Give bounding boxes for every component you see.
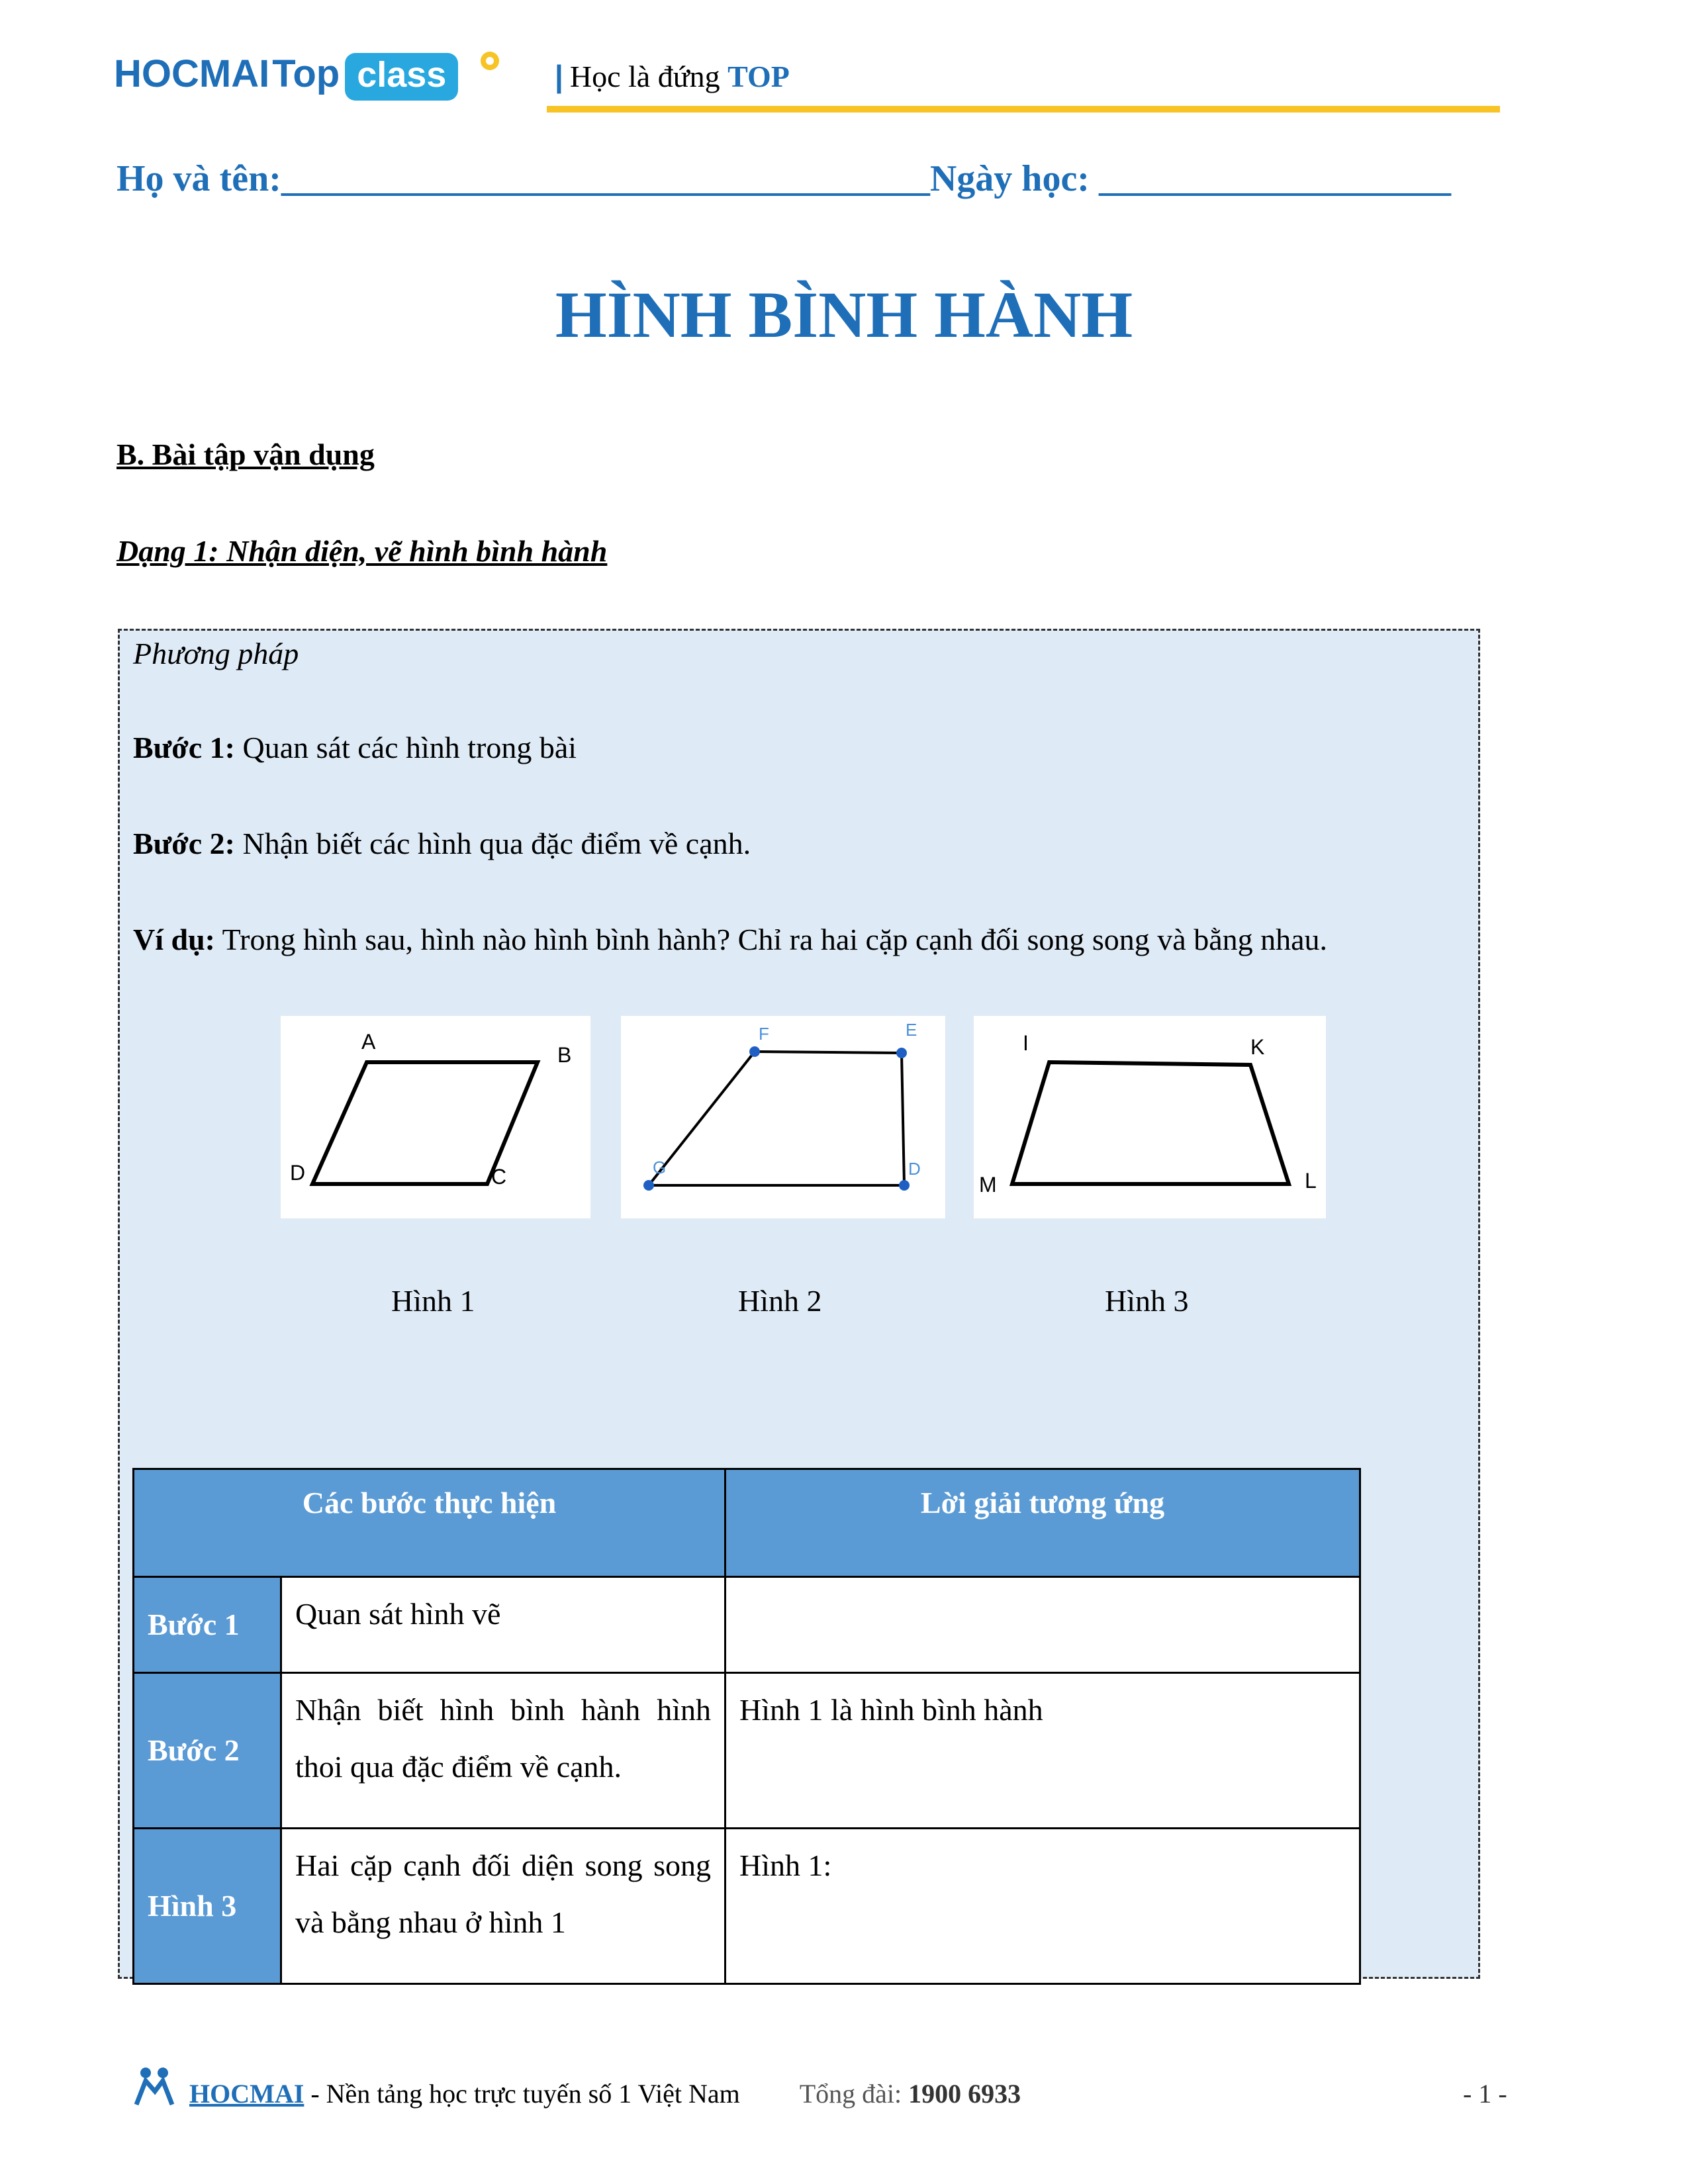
header-underline <box>547 106 1500 113</box>
header-solution: Lời giải tương ứng <box>726 1469 1360 1577</box>
vertex-k-label: K <box>1250 1035 1265 1059</box>
page-number: - 1 - <box>1463 2079 1507 2109</box>
figure-1-parallelogram <box>281 1016 590 1218</box>
vertex-a-label: A <box>361 1030 376 1054</box>
vertex-m-label: M <box>979 1173 997 1197</box>
hocmai-footer-logo-icon <box>131 2065 177 2111</box>
student-info-line: Họ và tên:___________________________________Ngày học: ___________________ <box>117 158 1451 199</box>
row-label: Hình 3 <box>134 1829 281 1984</box>
row-label: Bước 2 <box>134 1673 281 1829</box>
example-label: Ví dụ: <box>133 923 215 956</box>
slogan-top: TOP <box>727 60 790 93</box>
vertex-e-label: E <box>906 1020 917 1040</box>
steps-table <box>132 1468 1361 1985</box>
table-row <box>134 1673 1360 1829</box>
example-line <box>133 922 1327 957</box>
step2-label: Bước 2: <box>133 827 235 860</box>
table-row <box>134 1577 1360 1673</box>
vertex-d2-label: D <box>908 1159 921 1179</box>
method-step2 <box>133 826 751 861</box>
row-step: Quan sát hình vẽ <box>281 1577 726 1673</box>
slogan-text: Học là đứng <box>569 60 720 93</box>
row-solution: Hình 1 là hình bình hành <box>726 1673 1360 1829</box>
logo-class-badge: class <box>345 53 458 101</box>
footer-tel-number: 1900 6933 <box>908 2079 1021 2109</box>
table-header-row <box>134 1469 1360 1577</box>
example-text: Trong hình sau, hình nào hình bình hành? Chỉ ra hai cặp cạnh đối song song và bằng nhau. <box>214 923 1328 956</box>
vertex-c-label: C <box>491 1165 507 1189</box>
row-label: Bước 1 <box>134 1577 281 1673</box>
vertex-f-label: F <box>759 1024 769 1044</box>
figure-1-caption: Hình 1 <box>391 1284 475 1318</box>
row-step: Nhận biết hình bình hành hình thoi qua đặc điểm về cạnh. <box>281 1673 726 1829</box>
vertex-d-label: D <box>290 1161 306 1185</box>
method-step1 <box>133 730 577 765</box>
figure-2-caption: Hình 2 <box>738 1284 822 1318</box>
page-title: HÌNH BÌNH HÀNH <box>555 278 1133 351</box>
vertex-l-label: L <box>1305 1169 1317 1193</box>
footer-tagline: - Nền tảng học trực tuyến số 1 Việt Nam <box>304 2079 740 2109</box>
logo-hocmai-text: HOCMAI <box>114 52 270 95</box>
subsection-heading: Dạng 1: Nhận diện, vẽ hình bình hành <box>117 534 608 568</box>
step1-text: Quan sát các hình trong bài <box>235 731 577 764</box>
vertex-g-label: G <box>653 1158 667 1177</box>
section-heading: B. Bài tập vận dụng <box>117 437 375 471</box>
logo-top-text: Top <box>272 52 340 95</box>
figure-3-trapezoid <box>974 1016 1326 1218</box>
hocmai-topclass-logo <box>114 52 511 118</box>
vertex-i-label: I <box>1023 1031 1029 1055</box>
footer-tel-label: Tổng đài: <box>799 2079 909 2109</box>
method-label: Phương pháp <box>133 637 299 670</box>
row-step: Hai cặp cạnh đối diện song song và bằng nhau ở hình 1 <box>281 1829 726 1984</box>
vertex-b-label: B <box>557 1043 572 1067</box>
row-solution: Hình 1: <box>726 1829 1360 1984</box>
header-slogan: | Học là đứng TOP <box>555 59 790 93</box>
header-steps: Các bước thực hiện <box>134 1469 726 1577</box>
figure-3-caption: Hình 3 <box>1105 1284 1189 1318</box>
step2-text: Nhận biết các hình qua đặc điểm về cạnh. <box>235 827 751 860</box>
table-row <box>134 1829 1360 1984</box>
figure-2-quadrilateral <box>621 1016 945 1218</box>
logo-star-icon <box>477 48 503 74</box>
footer-brand-link[interactable]: HOCMAI <box>189 2079 305 2109</box>
row-solution <box>726 1577 1360 1673</box>
step1-label: Bước 1: <box>133 731 235 764</box>
footer <box>189 2078 1021 2109</box>
